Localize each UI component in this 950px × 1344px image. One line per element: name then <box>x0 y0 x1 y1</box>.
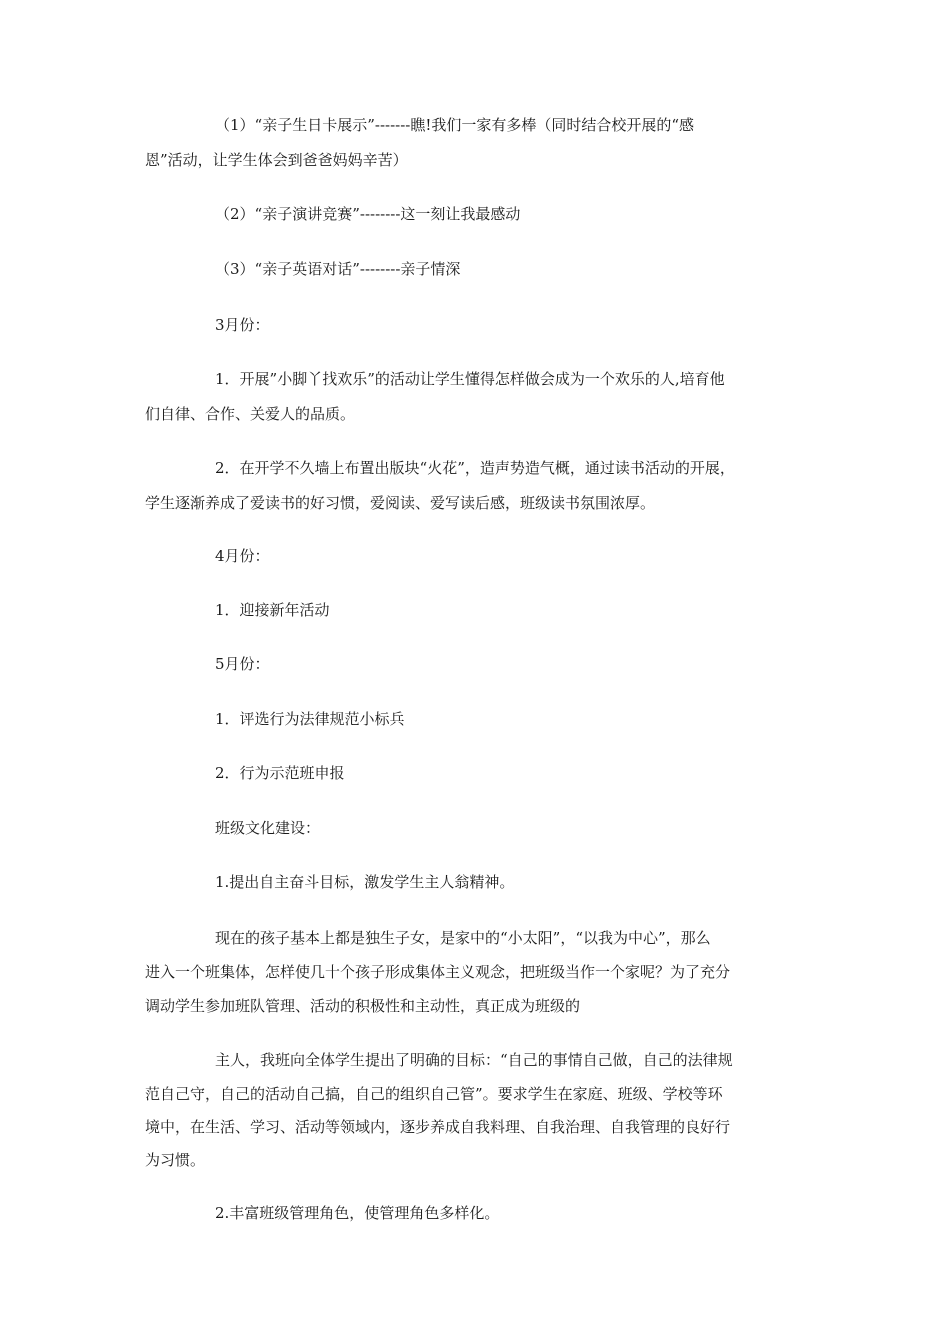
text-line: （2）“亲子演讲竞赛”--------这一刻让我最感动 <box>215 205 521 223</box>
text-line: 进入一个班集体，怎样使几十个孩子形成集体主义观念，把班级当作一个家呢？为了充分 <box>145 963 731 981</box>
text-line: 学生逐渐养成了爱读书的好习惯，爱阅读、爱写读后感，班级读书氛围浓厚。 <box>145 494 656 512</box>
text-line: 主人，我班向全体学生提出了明确的目标：“自己的事情自己做，自己的法律规 <box>215 1051 733 1069</box>
text-line: 1．开展”小脚丫找欢乐”的活动让学生懂得怎样做会成为一个欢乐的人,培育他 <box>215 370 725 388</box>
text-line: 1.提出自主奋斗目标，激发学生主人翁精神。 <box>215 873 515 891</box>
text-line: 们自律、合作、关爱人的品质。 <box>145 405 356 423</box>
text-line: 恩”活动，让学生体会到爸爸妈妈辛苦） <box>145 151 408 169</box>
text-line: 2．在开学不久墙上布置出版块“火花”，造声势造气概，通过读书活动的开展， <box>215 459 735 477</box>
text-line: 2．行为示范班申报 <box>215 764 345 782</box>
text-line: 现在的孩子基本上都是独生子女，是家中的“小太阳”，“以我为中心”，那么 <box>215 929 711 947</box>
text-line: 调动学生参加班队管理、活动的积极性和主动性，真正成为班级的 <box>145 997 581 1015</box>
section-heading: 5月份： <box>215 655 270 673</box>
text-line: 境中，在生活、学习、活动等领域内，逐步养成自我料理、自我治理、自我管理的良好行 <box>145 1118 731 1136</box>
section-heading: 4月份： <box>215 547 270 565</box>
text-line: 为习惯。 <box>145 1151 206 1169</box>
text-line: 1．评选行为法律规范小标兵 <box>215 710 405 728</box>
text-line: 范自己守，自己的活动自己搞，自己的组织自己管”。要求学生在家庭、班级、学校等环 <box>145 1085 723 1103</box>
section-heading: 班级文化建设： <box>215 819 321 837</box>
text-line: 1．迎接新年活动 <box>215 601 330 619</box>
section-heading: 3月份： <box>215 316 270 334</box>
text-line: （1）“亲子生日卡展示”-------瞧!我们一家有多棒（同时结合校开展的“感 <box>215 116 695 134</box>
text-line: 2.丰富班级管理角色，使管理角色多样化。 <box>215 1204 500 1222</box>
text-line: （3）“亲子英语对话”--------亲子情深 <box>215 260 461 278</box>
